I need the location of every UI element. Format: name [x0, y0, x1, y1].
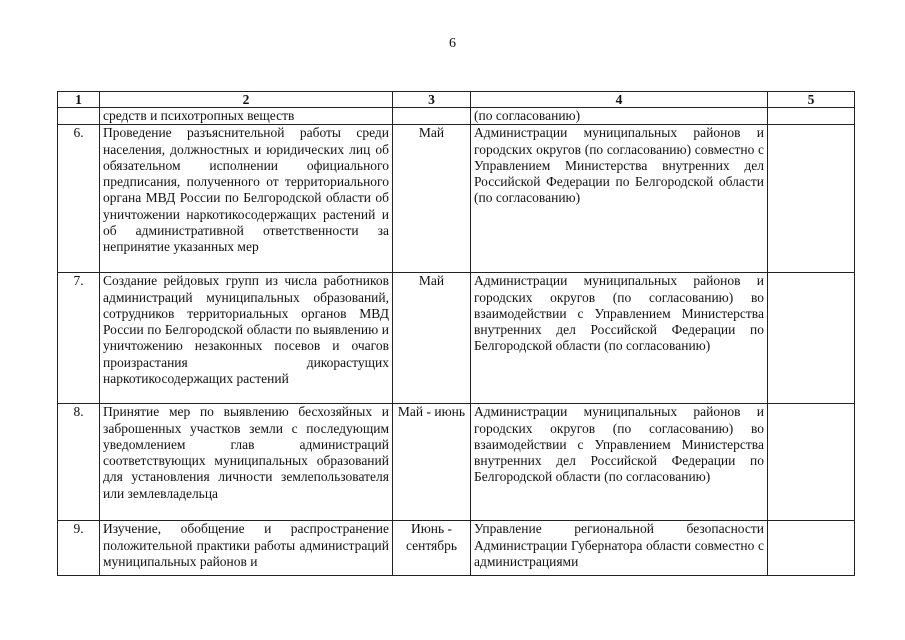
row-executor: Администрации муниципальных районов и городских округов (по согласованию) совместно с Управлением Министерства внутренних дел Российской Федерации по Белгородской области (по согласованию)	[471, 125, 768, 273]
row-number: 8.	[58, 404, 100, 521]
table-row	[58, 273, 855, 404]
plan-table	[57, 91, 855, 576]
row-number	[58, 108, 100, 125]
table-row	[58, 521, 855, 576]
row-term	[393, 108, 471, 125]
row-measure: средств и психотропных веществ	[100, 108, 393, 125]
column-header-term: 3	[393, 92, 471, 108]
row-measure: Принятие мер по выявлению бесхозяйных и заброшенных участков земли с последующим уведомлением глав администраций соответствующих муниципальных образований для установления личности землепользователя или землевладельца	[100, 404, 393, 521]
row-number: 7.	[58, 273, 100, 404]
row-measure: Создание рейдовых групп из числа работников администраций муниципальных образований, сотрудников территориальных органов МВД России по Белгородской области по выявлению и уничтожению незаконных посевов и очагов произрастания дикорастущих наркотикосодержащих растений	[100, 273, 393, 404]
row-executor: Администрации муниципальных районов и городских округов (по согласованию) во взаимодействии с Управлением Министерства внутренних дел Российской Федерации по Белгородской области (по согласованию)	[471, 273, 768, 404]
column-header-number: 1	[58, 92, 100, 108]
table-row	[58, 108, 855, 125]
row-term: Май - июнь	[393, 404, 471, 521]
row-measure: Проведение разъяснительной работы среди населения, должностных и юридических лиц об обязательном исполнении официального предписания, полученного от территориального органа МВД России по Белгородской области об уничтожении наркотикосодержащих растений и об административной ответственности за непринятие указанных мер	[100, 125, 393, 273]
row-note	[768, 108, 855, 125]
column-header-executor: 4	[471, 92, 768, 108]
row-note	[768, 521, 855, 576]
row-note	[768, 273, 855, 404]
row-term: Май	[393, 273, 471, 404]
row-number: 6.	[58, 125, 100, 273]
column-header-note: 5	[768, 92, 855, 108]
row-executor: Управление региональной безопасности Администрации Губернатора области совместно с администрациями	[471, 521, 768, 576]
table-row	[58, 404, 855, 521]
row-term: Май	[393, 125, 471, 273]
row-executor: (по согласованию)	[471, 108, 768, 125]
row-executor: Администрации муниципальных районов и городских округов (по согласованию) во взаимодействии с Управлением Министерства внутренних дел Российской Федерации по Белгородской области (по согласованию)	[471, 404, 768, 521]
table-row	[58, 125, 855, 273]
page-number: 6	[449, 36, 456, 51]
row-note	[768, 404, 855, 521]
row-number: 9.	[58, 521, 100, 576]
header-row	[58, 92, 855, 108]
row-measure: Изучение, обобщение и распространение положительной практики работы администраций муниципальных районов и	[100, 521, 393, 576]
row-term: Июнь - сентябрь	[393, 521, 471, 576]
row-note	[768, 125, 855, 273]
column-header-measure: 2	[100, 92, 393, 108]
